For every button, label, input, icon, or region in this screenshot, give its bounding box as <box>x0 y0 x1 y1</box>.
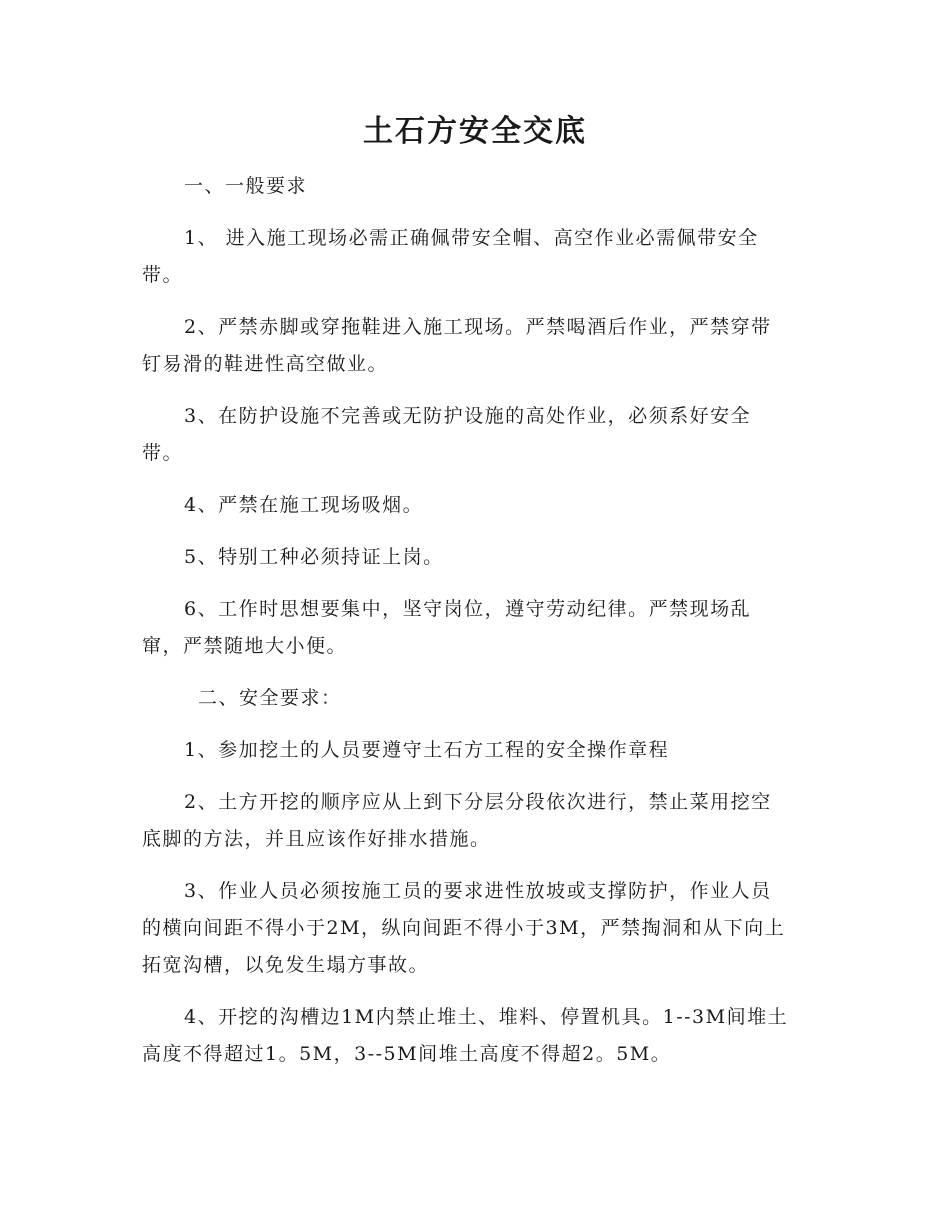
paragraph-line: 底脚的方法，并且应该作好排水措施。 <box>142 828 491 850</box>
paragraph-line: 5、特别工种必须持证上岗。 <box>184 546 444 568</box>
paragraph-line: 6、工作时思想要集中，坚守岗位，遵守劳动纪律。严禁现场乱 <box>184 598 752 620</box>
paragraph-line: 4、严禁在施工现场吸烟。 <box>184 494 424 516</box>
paragraph-line: 2、土方开挖的顺序应从上到下分层分段依次进行，禁止菜用挖空 <box>184 791 772 813</box>
general-item-2 <box>142 309 804 383</box>
paragraph-line: 钉易滑的鞋进性高空做业。 <box>142 353 389 375</box>
paragraph-line: 带。 <box>142 442 184 464</box>
safety-item-4 <box>142 999 804 1073</box>
paragraph-line: 高度不得超过1。5M，3--5M间堆土高度不得超2。5M。 <box>142 1043 672 1065</box>
paragraph-line: 拓宽沟槽，以免发生塌方事故。 <box>142 954 430 976</box>
safety-item-1 <box>142 732 804 769</box>
document-body <box>142 168 804 1073</box>
paragraph-line: 2、严禁赤脚或穿拖鞋进入施工现场。严禁喝酒后作业，严禁穿带 <box>184 316 772 338</box>
section-heading-general: 一、一般要求 <box>184 175 308 197</box>
paragraph-line: 1、参加挖土的人员要遵守土石方工程的安全操作章程 <box>184 739 670 761</box>
paragraph-line: 的横向间距不得小于2M，纵向间距不得小于3M，严禁掏洞和从下向上 <box>142 917 786 939</box>
safety-item-3 <box>142 873 804 984</box>
document-title: 土石方安全交底 <box>363 114 587 149</box>
section-heading-safety: 二、安全要求： <box>198 687 342 709</box>
paragraph-line: 带。 <box>142 264 184 286</box>
safety-item-2 <box>142 784 804 858</box>
general-item-3 <box>142 398 804 472</box>
paragraph-line: 1、 进入施工现场必需正确佩带安全帽、高空作业必需佩带安全 <box>184 227 759 249</box>
paragraph-line: 4、开挖的沟槽边1M内禁止堆土、堆料、停置机具。1--3M间堆土 <box>184 1006 789 1028</box>
general-item-4 <box>142 487 804 524</box>
paragraph-line: 窜，严禁随地大小便。 <box>142 635 348 657</box>
paragraph-line: 3、作业人员必须按施工员的要求进性放坡或支撑防护，作业人员 <box>184 880 772 902</box>
paragraph-line: 3、在防护设施不完善或无防护设施的高处作业，必须系好安全 <box>184 405 752 427</box>
general-item-5 <box>142 539 804 576</box>
general-item-6 <box>142 591 804 665</box>
general-item-1 <box>142 220 804 294</box>
